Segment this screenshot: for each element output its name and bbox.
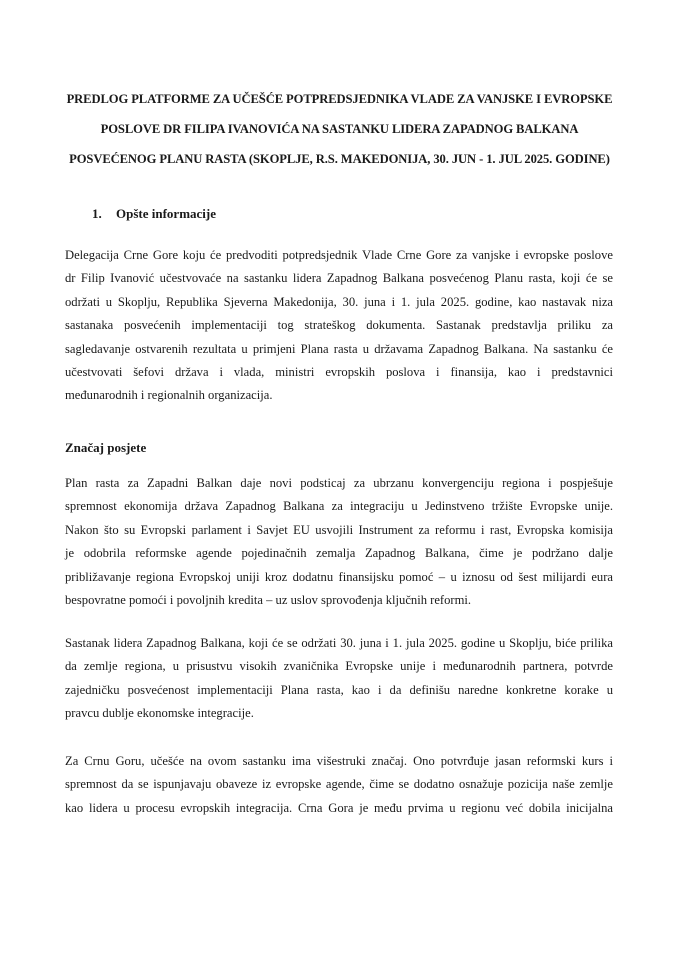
text-line: Plan rasta za Zapadni Balkan daje novi podsticaj za ubrzanu konvergenciju regiona i pospješuje [65,476,613,490]
paragraph-growth-plan [65,472,613,612]
text-line: približavanje regiona Evropskoj uniji kroz dodatnu finansijsku pomoć – u iznosu od šest milijardi eura [65,569,613,584]
document-title [60,84,619,174]
title-line: PREDLOG PLATFORME ZA UČEŠĆE POTPREDSJEDNIKA VLADE ZA VANJSKE I EVROPSKE [66,92,613,106]
text-line: spremnost ekonomija država Zapadnog Balkana za integraciju u Jedinstveno tržište Evropske unije. [65,499,613,514]
text-line: sastanaka posvećenih implementaciji tog strateškog dokumenta. Sastanak predstavlja priliku za [65,318,613,333]
text-line: zajedničku posvećenost implementaciji Plana rasta, kao i da definišu naredne konkretne korake u [65,682,613,697]
text-line: kao lidera u procesu evropskih integracija. Crna Gora je među prvima u regionu već dobila inicijalna [65,800,613,815]
text-line: Delegacija Crne Gore koju će predvoditi potpredsjednik Vlade Crne Gore za vanjske i evropske poslove [65,248,613,262]
text-line: da zemlje regiona, u prisustvu visokih zvaničnika Evropske unije i međunarodnih partnera, potvrde [65,659,613,674]
text-line: sagledavanje ostvarenih rezultata u primjeni Plana rasta u državama Zapadnog Balkana. Na sastanku će [65,341,613,356]
text-line: Nakon što su Evropski parlament i Savjet EU usvojili Instrument za reformu i rast, Evropska komisija [65,522,613,537]
section-heading-general-info [92,205,216,223]
text-line: učestvovati šefovi država i vlada, ministri evropskih poslova i finansija, kao i predstavnici [65,364,613,379]
text-line: Sastanak lidera Zapadnog Balkana, koji će se održati 30. juna i 1. jula 2025. godine u Skoplju, biće prilika [65,636,613,650]
text-line: međunarodnih i regionalnih organizacija. [65,388,273,403]
title-line: POSLOVE DR FILIPA IVANOVIĆA NA SASTANKU LIDERA ZAPADNOG BALKANA [100,122,579,136]
section-number: 1. [92,206,102,221]
subheading-visit-significance: Značaj posjete [65,440,147,455]
title-line: POSVEĆENOG PLANU RASTA (SKOPLJE, R.S. MAKEDONIJA, 30. JUN - 1. JUL 2025. GODINE) [69,152,610,166]
text-line: dr Filip Ivanović učestvovaće na sastanku lidera Zapadnog Balkana posvećenog Planu rasta, koji će se [65,271,613,286]
text-line: Za Crnu Goru, učešće na ovom sastanku ima višestruki značaj. Ono potvrđuje jasan reformski kurs i [65,754,613,768]
text-line: pravcu dublje ekonomske integracije. [65,706,254,721]
text-line: je odobrila reformske agende pojedinačnih zemalja Zapadnog Balkana, čime je podržano dalje [65,546,613,561]
paragraph-general-info [65,244,613,408]
text-line: bespovratne pomoći i povoljnih kredita – uz uslov sprovođenja ključnih reformi. [65,592,472,607]
text-line: spremnost da se ispunjavaju obaveze iz evropske agende, čime se dodatno osnažuje pozicija naše zemlje [65,777,613,792]
paragraph-montenegro-significance [65,750,613,820]
paragraph-leaders-meeting [65,632,613,726]
text-line: održati u Skoplju, Republika Sjeverna Makedonija, 30. juna i 1. jula 2025. godine, kao nastavak niza [65,294,613,309]
section-title: Opšte informacije [116,206,217,221]
